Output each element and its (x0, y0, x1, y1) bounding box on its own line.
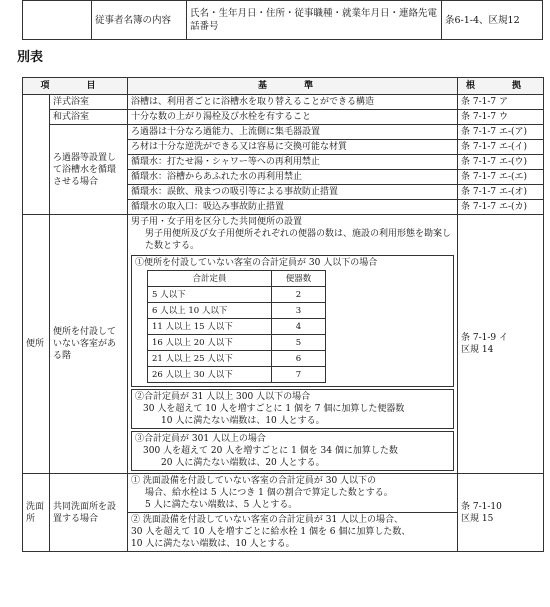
bath-basis: 条 7-1-7 エ-(イ) (458, 140, 544, 155)
washroom-sub-label: 共同洗面所を設置する場合 (50, 474, 128, 552)
toilet-case3-text: 20 人に満たない端数は、20 人とする。 (161, 458, 325, 468)
toilet-case2-text: 10 人に満たない端数は、10 人とする。 (161, 416, 325, 426)
section-title: 別表 (17, 50, 44, 65)
toilet-case-3 (131, 431, 454, 471)
bath-standard: 浴槽は、利用者ごとに浴槽水を取り替えることができる構造 (128, 95, 458, 110)
washroom-text: 場合、給水栓は 5 人につき 1 個の割合で算定した数とする。 (145, 488, 393, 498)
top-row-content: 氏名・生年月日・住所・従事職種・就業年月日・連絡先電話番号 (187, 1, 442, 40)
table-cell: 11 人以上 15 人以下 (148, 319, 272, 335)
toilet-case1-title: ①便所を付設していない客室の合計定員が 30 人以下の場合 (135, 258, 378, 268)
bath-basis: 条 7-1-7 ア (458, 95, 544, 110)
table-row (148, 367, 326, 383)
bath-basis: 条 7-1-7 エ-(カ) (458, 200, 544, 215)
washroom-para-2 (128, 513, 457, 551)
header-basis: 根 拠 (458, 78, 544, 95)
washroom-text: 10 人に満たない端数は、10 人とする。 (131, 539, 295, 549)
table-cell: 7 (272, 367, 326, 383)
toilet-case-2 (131, 389, 454, 429)
bath-standard: 循環水：誤飲、飛まつの吸引等による事故防止措置 (128, 185, 458, 200)
standards-table (22, 77, 544, 552)
washroom-label: 洗面所 (23, 474, 50, 552)
table-cell: 26 人以上 30 人以下 (148, 367, 272, 383)
table-cell: 5 (272, 335, 326, 351)
bath-standard: ろ材は十分な逆洗ができる又は容易に交換可能な材質 (128, 140, 458, 155)
fixture-table-header: 合計定員 (148, 271, 272, 287)
washroom-text: ① 洗面設備を付設していない客室の合計定員が 30 人以下の (131, 476, 377, 486)
header-standard: 基 準 (128, 78, 458, 95)
toilet-intro-text: 男子用便所及び女子用便所それぞれの便器の数は、施設の利用形態を勘案した数とする。 (145, 229, 452, 251)
toilet-case-1 (131, 255, 454, 387)
table-cell: 21 人以上 25 人以下 (148, 351, 272, 367)
table-cell: 4 (272, 319, 326, 335)
table-cell: 6 (272, 351, 326, 367)
bath-filter-group-label: ろ過器等設置して浴槽水を循環させる場合 (50, 125, 128, 215)
table-row (148, 303, 326, 319)
bath-item-japanese: 和式浴室 (50, 110, 128, 125)
bath-standard: 循環水の取入口：吸込み事故防止措置 (128, 200, 458, 215)
toilet-case3-title: ③合計定員が 301 人以上の場合 (135, 434, 266, 444)
washroom-text: 30 人を超えて 10 人を増すごとに給水栓 1 個を 6 個に加算した数、 (131, 527, 411, 537)
washroom-standard-cell (128, 474, 458, 552)
toilet-case3-text: 300 人を超えて 20 人を増すごとに 1 個を 34 個に加算した数 (143, 446, 398, 456)
bath-standard: ろ過器は十分なろ過能力、上流側に集毛器設置 (128, 125, 458, 140)
bath-standard: 十分な数の上がり湯栓及び水栓を有すること (128, 110, 458, 125)
bath-item-western: 洋式浴室 (50, 95, 128, 110)
bath-basis: 条 7-1-7 エ-(ア) (458, 125, 544, 140)
toilet-case2-text: 30 人を超えて 10 人を増すごとに 1 個を 7 個に加算した便器数 (143, 404, 405, 414)
bath-basis: 条 7-1-7 エ-(オ) (458, 185, 544, 200)
bath-standard: 循環水：打たせ湯・シャワー等への再利用禁止 (128, 155, 458, 170)
toilet-sub-label: 便所を付設していない客室がある階 (50, 215, 128, 474)
bath-basis: 条 7-1-7 エ-(ウ) (458, 155, 544, 170)
bath-standard: 循環水：浴槽からあふれた水の再利用禁止 (128, 170, 458, 185)
table-cell: 5 人以下 (148, 287, 272, 303)
washroom-text: ② 洗面設備を付設していない客室の合計定員が 31 人以上の場合、 (131, 515, 404, 525)
toilet-fixture-table (147, 270, 326, 383)
table-row (148, 351, 326, 367)
toilet-basis: 条 7-1-9 イ 区規 14 (458, 215, 544, 474)
washroom-basis: 条 7-1-10 区規 15 (458, 474, 544, 552)
toilet-label: 便所 (23, 215, 50, 474)
toilet-intro-title: 男子用・女子用を区分した共同便所の設置 (131, 217, 303, 227)
top-row-table (22, 0, 543, 40)
top-row-basis: 条6-1-4、区規12 (442, 1, 543, 40)
table-row (148, 335, 326, 351)
table-cell: 3 (272, 303, 326, 319)
table-cell: 2 (272, 287, 326, 303)
toilet-standard-cell (128, 215, 458, 474)
table-row (148, 319, 326, 335)
washroom-para-1 (128, 474, 457, 513)
fixture-table-header: 便器数 (272, 271, 326, 287)
top-row-label: 従事者名簿の内容 (92, 1, 187, 40)
washroom-text: 5 人に満たない端数は、5 人とする。 (145, 500, 298, 510)
top-row-empty-cell (23, 1, 92, 40)
table-cell: 6 人以上 10 人以下 (148, 303, 272, 319)
bath-basis: 条 7-1-7 ウ (458, 110, 544, 125)
bath-basis: 条 7-1-7 エ-(エ) (458, 170, 544, 185)
toilet-intro (128, 215, 457, 253)
table-cell: 16 人以上 20 人以下 (148, 335, 272, 351)
header-item: 項 目 (23, 78, 128, 95)
toilet-case2-title: ②合計定員が 31 人以上 300 人以下の場合 (135, 392, 311, 402)
table-row (148, 287, 326, 303)
bath-group-blank (23, 95, 50, 215)
